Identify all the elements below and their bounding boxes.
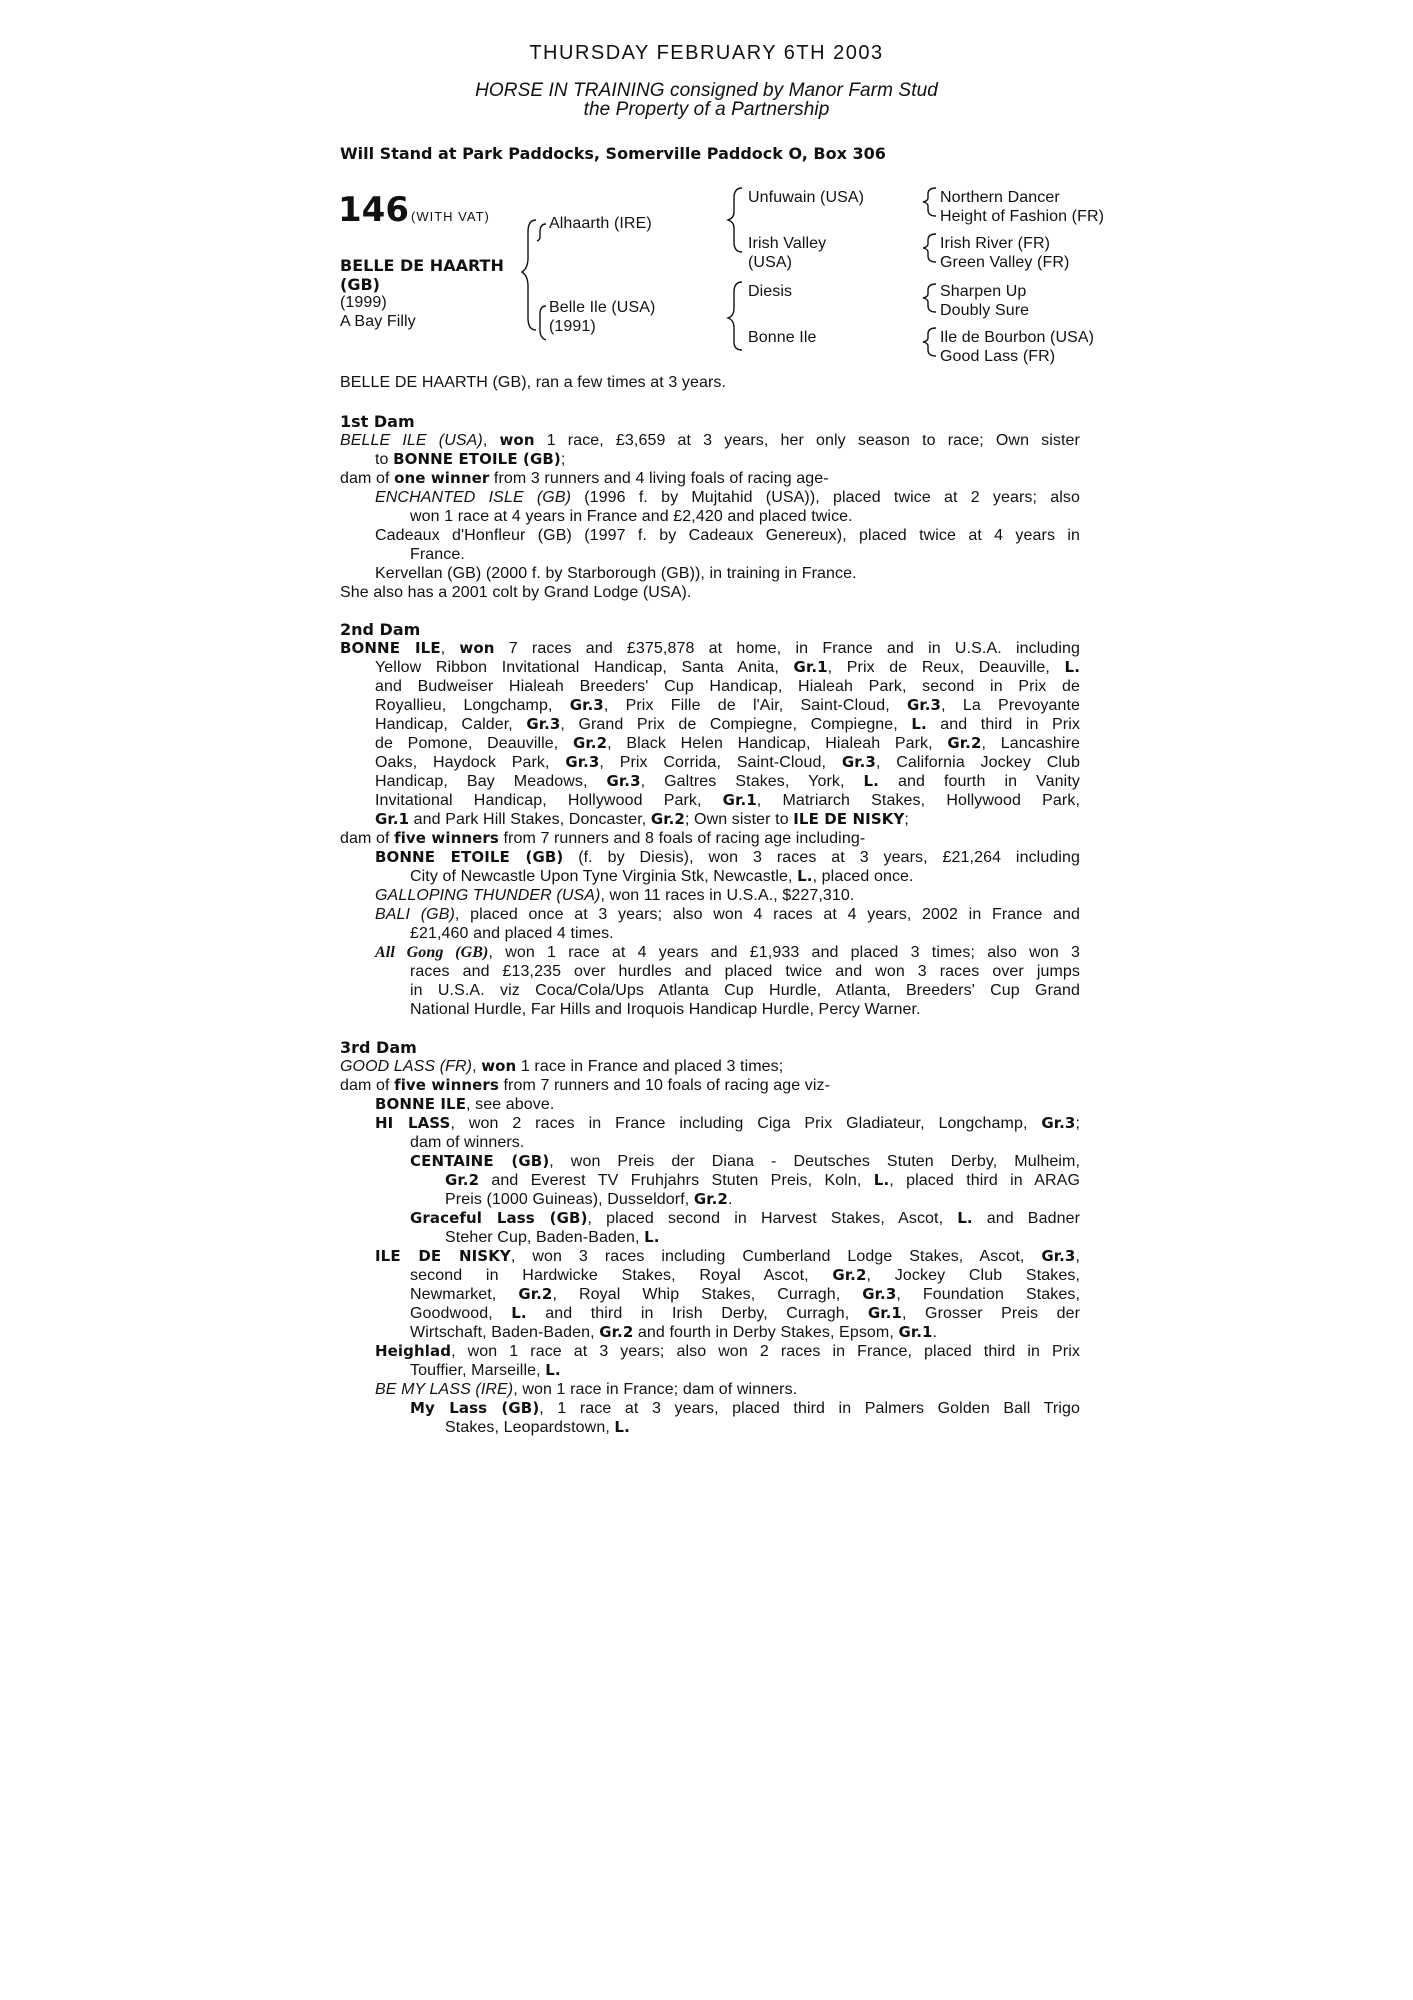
pedigree-braces xyxy=(0,0,1413,400)
lot-number: 146 xyxy=(338,190,409,230)
text-line: Oaks, Haydock Park, Gr.3, Prix Corrida, Saint-Cloud, Gr.3, California Jockey Club xyxy=(375,753,1081,771)
consignment-property-line: the Property of a Partnership xyxy=(583,99,830,120)
great-granddam-3: Doubly Sure xyxy=(940,302,1030,319)
text-line: Gr.2 and Everest TV Fruhjahrs Stuten Preis, Koln, L., placed third in ARAG xyxy=(445,1171,1080,1189)
text-line: Steher Cup, Baden-Baden, L. xyxy=(445,1228,660,1246)
third-dam-text xyxy=(340,1057,1080,1437)
sire-of-sire: Unfuwain (USA) xyxy=(748,189,865,206)
text-line: Wirtschaft, Baden-Baden, Gr.2 and fourth in Derby Stakes, Epsom, Gr.1. xyxy=(410,1323,938,1341)
great-grandsire-2: Irish River (FR) xyxy=(940,235,1051,252)
sale-date: THURSDAY FEBRUARY 6TH 2003 xyxy=(529,42,884,64)
great-granddam-4: Good Lass (FR) xyxy=(940,348,1056,365)
sire: Alhaarth (IRE) xyxy=(549,215,652,232)
stand-location: Will Stand at Park Paddocks, Somerville Paddock O, Box 306 xyxy=(340,144,886,163)
text-line: races and £13,235 over hurdles and placed twice and won 3 races over jumps xyxy=(410,963,1080,980)
dam: Belle Ile (USA) xyxy=(549,299,656,316)
text-line: BELLE ILE (USA), won 1 race, £3,659 at 3 years, her only season to race; Own sister xyxy=(340,431,1080,449)
text-line: second in Hardwicke Stakes, Royal Ascot, Gr.2, Jockey Club Stakes, xyxy=(410,1266,1080,1284)
text-line: ENCHANTED ISLE (GB) (1996 f. by Mujtahid (USA)), placed twice at 2 years; also xyxy=(375,489,1080,506)
text-line: Cadeaux d'Honfleur (GB) (1997 f. by Cadeaux Genereux), placed twice at 4 years in xyxy=(375,527,1080,544)
text-line: My Lass (GB), 1 race at 3 years, placed third in Palmers Golden Ball Trigo xyxy=(410,1399,1080,1417)
text-line: Heighlad, won 1 race at 3 years; also won 2 races in France, placed third in Prix xyxy=(375,1342,1080,1360)
text-line: dam of winners. xyxy=(410,1134,525,1151)
sire-of-dam: Diesis xyxy=(748,283,793,300)
text-line: HI LASS, won 2 races in France including Ciga Prix Gladiateur, Longchamp, Gr.3; xyxy=(375,1114,1080,1132)
text-line: in U.S.A. viz Coca/Cola/Ups Atlanta Cup Hurdle, Atlanta, Breeders' Cup Grand xyxy=(410,982,1080,999)
consignment-line: HORSE IN TRAINING consigned by Manor Farm Stud xyxy=(475,80,938,101)
foaling-year: (1999) xyxy=(340,294,387,311)
text-line: dam of five winners from 7 runners and 10 foals of racing age viz- xyxy=(340,1076,831,1094)
racing-summary: BELLE DE HAARTH (GB), ran a few times at 3 years. xyxy=(340,374,727,391)
text-line: National Hurdle, Far Hills and Iroquois Handicap Hurdle, Percy Warner. xyxy=(410,1001,921,1018)
section-heading-second-dam: 2nd Dam xyxy=(340,620,421,639)
text-line: dam of five winners from 7 runners and 8 foals of racing age including- xyxy=(340,829,866,847)
text-line: Royallieu, Longchamp, Gr.3, Prix Fille de l'Air, Saint-Cloud, Gr.3, La Prevoyante xyxy=(375,696,1080,714)
text-line: dam of one winner from 3 runners and 4 living foals of racing age- xyxy=(340,469,829,487)
great-grandsire-4: Ile de Bourbon (USA) xyxy=(940,329,1095,346)
dam-of-dam: Bonne Ile xyxy=(748,329,817,346)
text-line: GOOD LASS (FR), won 1 race in France and placed 3 times; xyxy=(340,1057,784,1075)
text-line: de Pomone, Deauville, Gr.2, Black Helen Handicap, Hialeah Park, Gr.2, Lancashire xyxy=(375,734,1080,752)
horse-name: BELLE DE HAARTH xyxy=(340,256,504,275)
text-line: All Gong (GB), won 1 race at 4 years and £1,933 and placed 3 times; also won 3 xyxy=(375,944,1080,961)
dam-of-sire: Irish Valley xyxy=(748,235,827,252)
text-line: Kervellan (GB) (2000 f. by Starborough (GB)), in training in France. xyxy=(375,565,857,582)
dam-year: (1991) xyxy=(549,318,596,335)
text-line: GALLOPING THUNDER (USA), won 11 races in U.S.A., $227,310. xyxy=(375,887,855,904)
text-line: BONNE ILE, won 7 races and £375,878 at home, in France and in U.S.A. including xyxy=(340,639,1080,657)
text-line: She also has a 2001 colt by Grand Lodge (USA). xyxy=(340,584,692,601)
horse-origin: (GB) xyxy=(340,275,380,294)
text-line: Touffier, Marseille, L. xyxy=(410,1361,561,1379)
text-line: Stakes, Leopardstown, L. xyxy=(445,1418,630,1436)
text-line: to BONNE ETOILE (GB); xyxy=(375,450,566,468)
text-line: Handicap, Bay Meadows, Gr.3, Galtres Stakes, York, L. and fourth in Vanity xyxy=(375,772,1080,790)
great-granddam-2: Green Valley (FR) xyxy=(940,254,1070,271)
text-line: Yellow Ribbon Invitational Handicap, Santa Anita, Gr.1, Prix de Reux, Deauville, L. xyxy=(375,658,1081,676)
great-granddam-1: Height of Fashion (FR) xyxy=(940,208,1105,225)
dam-of-sire-origin: (USA) xyxy=(748,254,793,271)
text-line: Preis (1000 Guineas), Dusseldorf, Gr.2. xyxy=(445,1190,733,1208)
text-line: ILE DE NISKY, won 3 races including Cumberland Lodge Stakes, Ascot, Gr.3, xyxy=(375,1247,1081,1265)
vat-note: (WITH VAT) xyxy=(411,209,490,224)
text-line: City of Newcastle Upon Tyne Virginia Stk, Newcastle, L., placed once. xyxy=(410,867,914,885)
horse-description: A Bay Filly xyxy=(340,313,416,330)
text-line: BALI (GB), placed once at 3 years; also won 4 races at 4 years, 2002 in France and xyxy=(375,906,1080,923)
text-line: Goodwood, L. and third in Irish Derby, Curragh, Gr.1, Grosser Preis der xyxy=(410,1304,1081,1322)
section-heading-third-dam: 3rd Dam xyxy=(340,1038,417,1057)
text-line: Gr.1 and Park Hill Stakes, Doncaster, Gr.2; Own sister to ILE DE NISKY; xyxy=(375,810,909,828)
text-line: and Budweiser Hialeah Breeders' Cup Handicap, Hialeah Park, second in Prix de xyxy=(375,678,1080,695)
text-line: France. xyxy=(410,546,465,563)
text-line: £21,460 and placed 4 times. xyxy=(410,925,614,942)
great-grandsire-3: Sharpen Up xyxy=(940,283,1027,300)
text-line: Graceful Lass (GB), placed second in Harvest Stakes, Ascot, L. and Badner xyxy=(410,1209,1080,1227)
text-line: Handicap, Calder, Gr.3, Grand Prix de Compiegne, Compiegne, L. and third in Prix xyxy=(375,715,1080,733)
second-dam-text xyxy=(340,639,1080,1019)
text-line: BE MY LASS (IRE), won 1 race in France; dam of winners. xyxy=(375,1381,798,1398)
text-line: Newmarket, Gr.2, Royal Whip Stakes, Curragh, Gr.3, Foundation Stakes, xyxy=(410,1285,1080,1303)
text-line: BONNE ETOILE (GB) (f. by Diesis), won 3 races at 3 years, £21,264 including xyxy=(375,848,1080,866)
section-heading-first-dam: 1st Dam xyxy=(340,412,415,431)
text-line: CENTAINE (GB), won Preis der Diana - Deutsches Stuten Derby, Mulheim, xyxy=(410,1152,1080,1170)
text-line: BONNE ILE, see above. xyxy=(375,1095,555,1113)
great-grandsire-1: Northern Dancer xyxy=(940,189,1060,206)
first-dam-text xyxy=(340,431,1080,602)
text-line: won 1 race at 4 years in France and £2,420 and placed twice. xyxy=(410,508,853,525)
text-line: Invitational Handicap, Hollywood Park, Gr.1, Matriarch Stakes, Hollywood Park, xyxy=(375,791,1080,809)
